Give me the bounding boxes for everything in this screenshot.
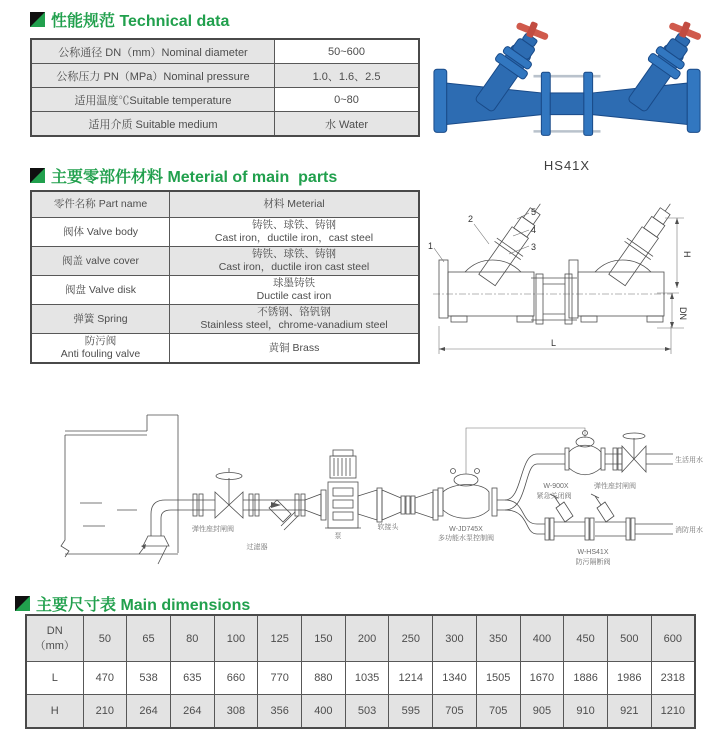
col-header-material: 材料 Meterial	[170, 191, 420, 218]
table-row-L	[26, 662, 695, 695]
h-value: 1210	[651, 695, 695, 729]
dim-l-label: L	[551, 338, 557, 348]
dn-value: 300	[433, 615, 477, 662]
callout-2: 2	[468, 214, 474, 224]
dn-value: 350	[476, 615, 520, 662]
l-value: 2318	[651, 662, 695, 695]
product-photo-svg	[428, 20, 706, 158]
dn-value: 65	[127, 615, 171, 662]
l-value: 470	[83, 662, 127, 695]
product-model-label: HS41X	[543, 158, 591, 173]
pump-control-name-label: 多功能水泵控制阀	[438, 535, 494, 542]
hs41x-valves	[545, 494, 673, 540]
callout-1: 1	[428, 241, 434, 251]
part-name	[31, 218, 170, 247]
dn-value: 200	[345, 615, 389, 662]
material-cell	[170, 218, 420, 247]
spec-value: 50~600	[275, 39, 420, 64]
h-value: 264	[170, 695, 214, 729]
material-en: Stainless steel，chrome-vanadium steel	[200, 319, 388, 331]
col-header-part: 零件名称 Part name	[31, 191, 170, 218]
part-name	[31, 276, 170, 305]
h-value: 503	[345, 695, 389, 729]
dimension-lines	[439, 218, 684, 354]
spec-value: 0~80	[275, 88, 420, 112]
gate-valve-2-label: 弹性座封闸阀	[594, 483, 636, 490]
right-valve-outline	[569, 195, 683, 322]
l-value: 770	[258, 662, 302, 695]
technical-data-table	[30, 38, 420, 137]
h-value: 905	[520, 695, 564, 729]
pump-label: 泵	[334, 533, 342, 540]
spec-value: 水 Water	[275, 112, 420, 137]
spec-value: 1.0、1.6、2.5	[275, 64, 420, 88]
gate-valve-1-label: 弹性座封闸阀	[192, 526, 234, 533]
part-line: Anti fouling valve	[60, 348, 141, 360]
section-bullet-icon	[15, 596, 30, 611]
dn-value: 150	[302, 615, 346, 662]
material-zh: 不锈钢、铬钒钢	[257, 306, 331, 319]
material-cell	[170, 247, 420, 276]
dn-value: 100	[214, 615, 258, 662]
dim-h-label: H	[682, 251, 692, 258]
spec-label: 公称压力 PN（MPa）Nominal pressure	[31, 64, 275, 88]
flex-joint-label: 软接头	[377, 524, 399, 531]
spec-label: 公称通径 DN（mm）Nominal diameter	[31, 39, 275, 64]
material-en: Ductile cast iron	[256, 290, 332, 302]
dim-dn-label: DN	[678, 307, 688, 320]
part-name	[31, 305, 170, 334]
l-value: 1035	[345, 662, 389, 695]
l-value: 538	[127, 662, 171, 695]
dn-value: 600	[651, 615, 695, 662]
materials-table	[30, 190, 420, 364]
l-value: 660	[214, 662, 258, 695]
reducer-and-pump	[305, 450, 377, 528]
gate-valve-1	[215, 468, 243, 518]
installation-diagram	[25, 388, 708, 588]
emergency-name-label: 紧急关闭阀	[536, 493, 572, 500]
h-value: 356	[258, 695, 302, 729]
section-bullet-icon	[30, 168, 45, 183]
section-title: 主要零部件材料 Meterial of main parts	[51, 169, 338, 186]
section-technical-data-heading	[30, 8, 229, 31]
table-row	[31, 247, 419, 276]
dn-value: 450	[564, 615, 608, 662]
part-line: 阀体 Valve body	[62, 225, 139, 238]
l-value: 1214	[389, 662, 433, 695]
l-value: 635	[170, 662, 214, 695]
installation-diagram-svg	[25, 388, 708, 588]
h-value: 308	[214, 695, 258, 729]
material-zh: 铸铁、球铁、铸钢	[252, 219, 336, 232]
part-line: 弹簧 Spring	[73, 312, 128, 325]
material-zh: 球墨铸铁	[273, 277, 315, 290]
table-header-row	[31, 191, 419, 218]
sensing-line	[466, 428, 585, 474]
dimensions-table	[25, 614, 696, 729]
material-zh: 铸铁、球铁、铸钢	[252, 248, 336, 261]
material-zh: 黄铜 Brass	[268, 341, 320, 354]
l-value: 1340	[433, 662, 477, 695]
callout-5: 5	[531, 207, 537, 217]
row-label: H	[26, 695, 83, 729]
h-value: 264	[127, 695, 171, 729]
material-cell	[170, 276, 420, 305]
h-value: 400	[302, 695, 346, 729]
table-row	[31, 218, 419, 247]
dimension-drawing	[425, 188, 708, 373]
table-header-row	[26, 615, 695, 662]
hs41x-name-label: 防污隔断阀	[575, 559, 611, 566]
part-name	[31, 247, 170, 276]
corner-line: DN	[46, 624, 63, 637]
h-value: 910	[564, 695, 608, 729]
part-line: 阀盘 Valve disk	[65, 283, 136, 296]
corner-cell	[26, 615, 83, 662]
table-row	[31, 112, 419, 137]
table-row	[31, 334, 419, 364]
h-value: 705	[476, 695, 520, 729]
table-row	[31, 305, 419, 334]
table-row	[31, 276, 419, 305]
dn-value: 400	[520, 615, 564, 662]
l-value: 1505	[476, 662, 520, 695]
l-value: 880	[302, 662, 346, 695]
part-name	[31, 334, 170, 364]
dn-value: 250	[389, 615, 433, 662]
water-tank	[61, 415, 178, 564]
dn-value: 125	[258, 615, 302, 662]
red-handles	[515, 21, 701, 41]
l-value: 1986	[607, 662, 651, 695]
center-spool-outline	[531, 274, 577, 324]
flexible-joint	[377, 488, 438, 522]
row-label: L	[26, 662, 83, 695]
callout-leaders	[434, 213, 529, 262]
dn-value: 80	[170, 615, 214, 662]
strainer-label: 过滤器	[246, 544, 268, 551]
valve-bodies	[434, 27, 700, 136]
dn-value: 500	[607, 615, 651, 662]
part-line: 阀盖 valve cover	[61, 254, 140, 267]
section-title: 性能规范 Technical data	[51, 13, 230, 30]
emergency-valve	[565, 431, 622, 475]
emergency-model-label: W-900X	[543, 483, 569, 490]
dimension-drawing-svg	[425, 188, 708, 373]
table-row	[31, 64, 419, 88]
callout-4: 4	[531, 225, 537, 235]
material-en: Cast iron，ductile iron，cast steel	[214, 232, 374, 244]
table-row-H	[26, 695, 695, 729]
l-value: 1886	[564, 662, 608, 695]
main-pipe	[177, 494, 305, 516]
material-cell	[170, 334, 420, 364]
corner-line: （mm）	[34, 639, 75, 652]
gate-valve-2	[622, 433, 673, 472]
spec-label: 适用温度℃Suitable temperature	[31, 88, 275, 112]
table-row	[31, 88, 419, 112]
h-value: 921	[607, 695, 651, 729]
material-cell	[170, 305, 420, 334]
h-value: 595	[389, 695, 433, 729]
h-value: 705	[433, 695, 477, 729]
material-en: Cast iron，ductile iron cast steel	[218, 261, 370, 273]
part-line: 防污阀	[84, 335, 117, 348]
h-value: 210	[83, 695, 127, 729]
fire-water-label: 消防用水	[675, 527, 703, 534]
section-bullet-icon	[30, 12, 45, 27]
spec-label: 适用介质 Suitable medium	[31, 112, 275, 137]
section-title: 主要尺寸表 Main dimensions	[36, 597, 251, 614]
pump-control-model-label: W-JD745X	[449, 526, 483, 533]
l-value: 1670	[520, 662, 564, 695]
dn-value: 50	[83, 615, 127, 662]
section-materials-heading	[30, 164, 337, 187]
callout-3: 3	[531, 242, 537, 252]
product-photo	[428, 20, 706, 158]
tank-outlet	[139, 500, 177, 554]
domestic-water-label: 生活用水	[675, 457, 703, 464]
section-dimensions-heading	[15, 592, 250, 615]
table-row	[31, 39, 419, 64]
pump-control-valve	[438, 469, 497, 519]
hs41x-model-label: W-HS41X	[577, 549, 609, 556]
